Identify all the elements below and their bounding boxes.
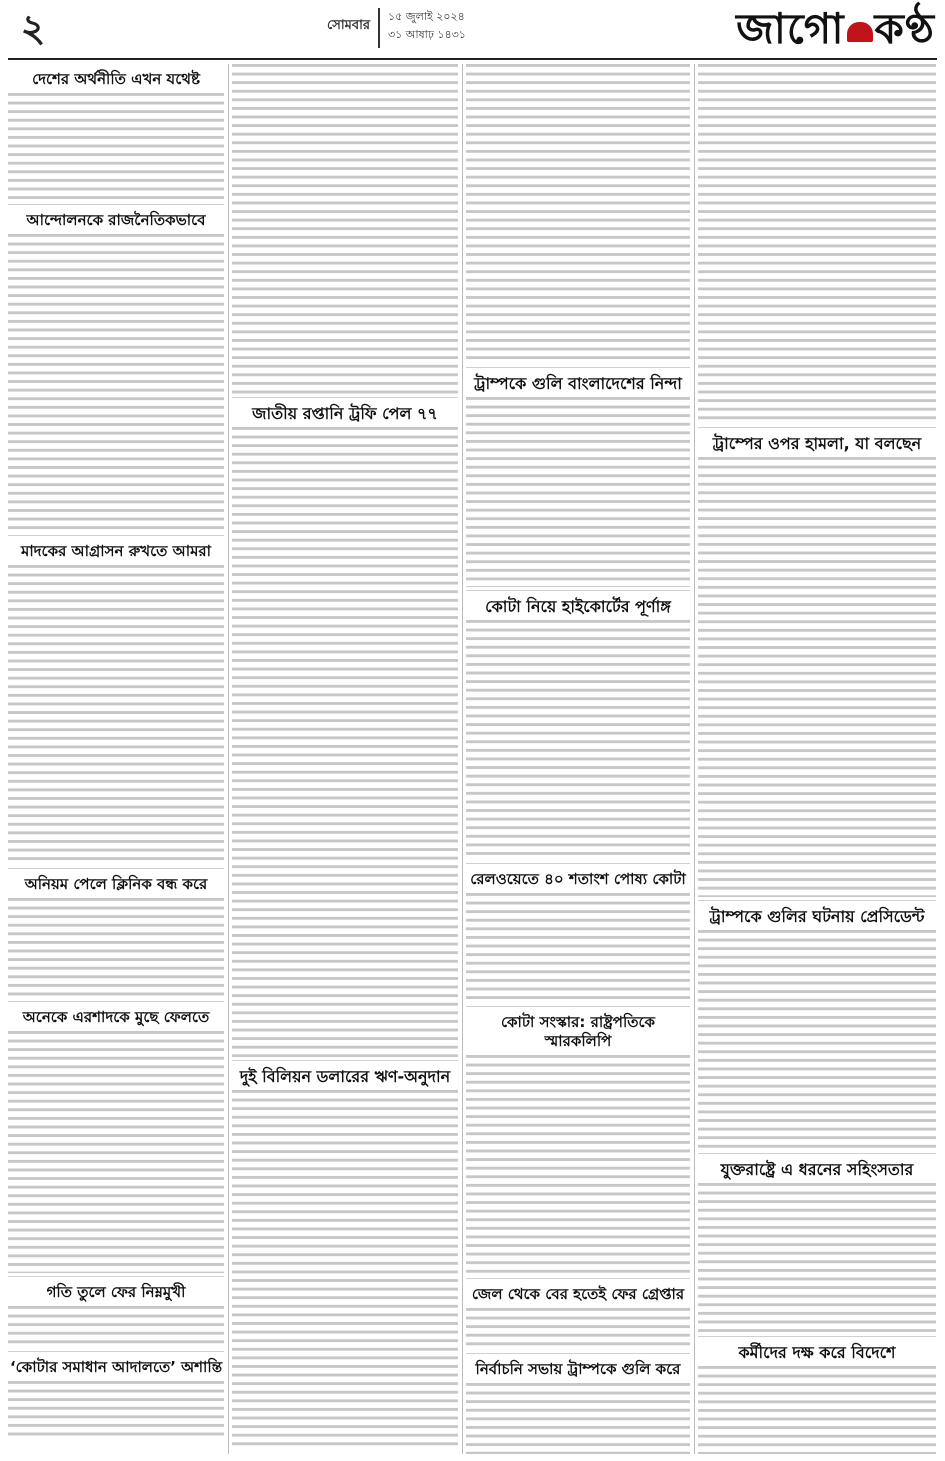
article-separator: [232, 397, 458, 398]
article-separator: [698, 1153, 936, 1154]
article-body-placeholder: [8, 1031, 224, 1273]
column-4: [698, 64, 936, 1454]
article-separator: [466, 590, 690, 591]
article-body-placeholder: [466, 64, 690, 364]
article-separator: [8, 1001, 224, 1002]
article-headline: গতি তুলে ফের নিম্নমুখী: [46, 1283, 186, 1301]
article-headline: ট্রাম্পকে গুলির ঘটনায় প্রেসিডেন্ট: [709, 907, 925, 926]
article-separator: [466, 1278, 690, 1279]
article-separator: [466, 1006, 690, 1007]
article-body-placeholder: [232, 64, 458, 394]
column-2: [232, 64, 458, 1454]
article-separator: [466, 367, 690, 368]
column-1: [8, 64, 224, 1454]
article-separator: [8, 204, 224, 205]
article-separator: [8, 535, 224, 536]
date-english: ১৫ জুলাই ২০২৪: [388, 10, 465, 23]
article-body-placeholder: [698, 1366, 936, 1454]
article-headline: ট্রাম্পের ওপর হামলা, যা বলছেন: [712, 434, 922, 453]
article-headline: ট্রাম্পকে গুলি বাংলাদেশের নিন্দা: [474, 374, 682, 393]
article-headline: নির্বাচনি সভায় ট্রাম্পকে গুলি করে: [475, 1360, 681, 1378]
article-separator: [8, 1276, 224, 1277]
article-headline: কোটা নিয়ে হাইকোর্টের পূর্ণাঙ্গ: [485, 597, 671, 616]
article-headline: অনিয়ম পেলে ক্লিনিক বন্ধ করে: [24, 875, 208, 893]
article-headline: জেল থেকে বের হতেই ফের গ্রেপ্তার: [471, 1285, 685, 1303]
masthead: [0, 0, 945, 58]
article-body-placeholder: [8, 1381, 224, 1441]
article-headline: দুই বিলিয়ন ডলারের ঋণ-অনুদান: [239, 1067, 451, 1086]
article-body-placeholder: [8, 898, 224, 998]
article-body-placeholder: [232, 1090, 458, 1450]
article-body-placeholder: [466, 1055, 690, 1275]
article-separator: [466, 863, 690, 864]
article-headline: কোটা সংস্কার: রাষ্ট্রপতিকে স্মারকলিপি: [500, 1013, 656, 1050]
article-body-placeholder: [8, 565, 224, 865]
day-name: সোমবার: [326, 18, 370, 33]
article-headline: জাতীয় রপ্তানি ট্রফি পেল ৭৭: [252, 404, 438, 423]
date-box: [378, 8, 518, 48]
header-rule: [8, 58, 937, 60]
article-separator: [232, 1060, 458, 1061]
article-body-placeholder: [466, 620, 690, 860]
flame-icon: [847, 22, 873, 42]
column-3: [466, 64, 690, 1454]
article-separator: [698, 427, 936, 428]
article-headline: মাদকের আগ্রাসন রুখতে আমরা: [20, 542, 211, 560]
article-separator: [8, 868, 224, 869]
article-body-placeholder: [698, 1183, 936, 1333]
date-bangla: ৩১ আষাঢ় ১৪৩১: [388, 28, 466, 41]
article-headline: কর্মীদের দক্ষ করে বিদেশে: [738, 1343, 896, 1362]
newspaper-logo: [720, 4, 935, 54]
article-separator: [698, 900, 936, 901]
article-headline: দেশের অর্থনীতি এখন যথেষ্ট: [32, 70, 200, 88]
article-separator: [698, 1336, 936, 1337]
article-body-placeholder: [8, 1306, 224, 1348]
article-headline: ‘কোটার সমাধান আদালতে’ অশান্তি: [9, 1358, 223, 1376]
page-number: ২: [20, 5, 46, 50]
article-body-placeholder: [698, 930, 936, 1150]
column-divider: [228, 64, 229, 1454]
article-body-placeholder: [8, 93, 224, 201]
article-separator: [466, 1353, 690, 1354]
article-headline: যুক্তরাষ্ট্রে এ ধরনের সহিংসতার: [720, 1160, 914, 1179]
column-divider: [694, 64, 695, 1454]
logo-text-left: জাগো: [736, 4, 845, 53]
logo-text-right: কণ্ঠ: [874, 4, 935, 53]
article-body-placeholder: [466, 397, 690, 587]
article-body-placeholder: [466, 893, 690, 1003]
article-headline: রেলওয়েতে ৪০ শতাংশ পোষ্য কোটা: [470, 870, 686, 888]
article-body-placeholder: [698, 457, 936, 897]
article-headline: অনেকে এরশাদকে মুছে ফেলতে: [22, 1008, 210, 1026]
column-divider: [462, 64, 463, 1454]
article-body-placeholder: [8, 234, 224, 532]
article-body-placeholder: [698, 64, 936, 424]
article-body-placeholder: [232, 427, 458, 1057]
article-separator: [8, 1351, 224, 1352]
article-body-placeholder: [466, 1308, 690, 1350]
article-body-placeholder: [466, 1383, 690, 1454]
article-headline: আন্দোলনকে রাজনৈতিকভাবে: [26, 211, 206, 229]
